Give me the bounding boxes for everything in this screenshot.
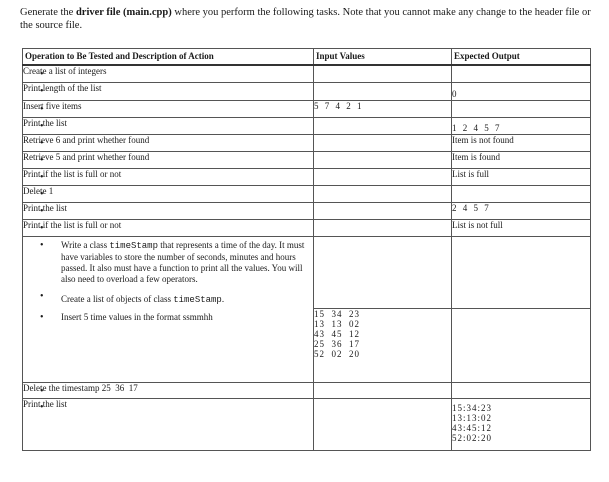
instructions-bold-file: driver file (main.cpp) <box>75 7 172 18</box>
operation-cell: • Print the list <box>23 202 314 219</box>
timestamp-input: 43 45 12 <box>314 329 360 339</box>
create-pre: Create a list of objects of class <box>61 293 174 304</box>
table-row <box>23 168 591 185</box>
class-desc-post: that represents a time of the day. It must have variables to store the number of seconds, minutes and hours passed. It also must have a function to print all the values. You will also need to overload a few operators. <box>61 239 305 284</box>
insert-timestamps-cell <box>23 309 314 383</box>
table-row <box>23 399 591 451</box>
table-row <box>23 202 591 219</box>
operation-cell: • Print if the list is full or not <box>23 168 314 185</box>
table-row <box>23 117 591 134</box>
operation-cell: • Print length of the list <box>23 82 314 100</box>
operation-cell: • Delete 1 <box>23 185 314 202</box>
input-cell <box>314 134 452 151</box>
input-cell <box>314 168 452 185</box>
input-cell: 5 7 4 2 1 <box>314 100 452 117</box>
output-cell <box>452 100 591 117</box>
output-cell: Item is not found <box>452 134 591 151</box>
output-cell <box>452 236 591 309</box>
timestamp-output: 15:34:23 <box>452 403 493 413</box>
input-cell <box>314 219 452 236</box>
operation-cell: • Retrieve 5 and print whether found <box>23 151 314 168</box>
input-cell <box>314 117 452 134</box>
class-description <box>23 237 313 288</box>
instructions-rest: where you perform the following tasks. Note that you cannot make any change to the header file or the source file. <box>20 7 591 31</box>
instructions-lead: Generate the <box>20 7 76 18</box>
operation-cell: • Insert five items <box>23 100 314 117</box>
timestamp-inputs-cell <box>314 309 452 383</box>
class-desc-pre: Write a class <box>61 239 110 250</box>
timestamp-input: 25 36 17 <box>314 339 360 349</box>
input-cell <box>314 65 452 82</box>
insert-timestamps-item: • Insert 5 time values in the format ssmmhh <box>23 309 313 326</box>
table-row <box>23 134 591 151</box>
timestamp-input: 52 02 20 <box>314 349 360 359</box>
header-input: Input Values <box>314 49 452 66</box>
output-cell <box>452 185 591 202</box>
table-row <box>23 151 591 168</box>
operation-cell: • Create a list of integers <box>23 65 314 82</box>
operation-cell: • Print if the list is full or not <box>23 219 314 236</box>
table-row <box>23 219 591 236</box>
input-cell <box>314 82 452 100</box>
timestamp-output: 13:13:02 <box>452 413 493 423</box>
output-cell <box>452 383 591 399</box>
table-row <box>23 82 591 100</box>
output-cell: 1 2 4 5 7 <box>452 117 591 134</box>
output-cell <box>452 65 591 82</box>
create-code: timeStamp <box>173 294 222 305</box>
input-cell <box>314 236 452 309</box>
timestamp-input: 15 34 23 <box>314 309 360 319</box>
output-cell: 2 4 5 7 <box>452 202 591 219</box>
timestamp-output: 43:45:12 <box>452 423 493 433</box>
input-cell <box>314 185 452 202</box>
table-row <box>23 309 591 383</box>
class-description-cell <box>23 236 314 309</box>
header-operation: Operation to Be Tested and Description of Action <box>23 49 314 66</box>
output-cell: List is not full <box>452 219 591 236</box>
input-cell <box>314 399 452 451</box>
class-desc-code: timeStamp <box>109 240 158 251</box>
timestamp-input: 13 13 02 <box>314 319 360 329</box>
table-header-row <box>23 49 591 66</box>
input-cell <box>314 383 452 399</box>
input-cell <box>314 151 452 168</box>
delete-timestamp-cell: • Delete the timestamp 25 36 17 <box>23 383 314 399</box>
print-timestamps-cell: • Print the list <box>23 399 314 451</box>
timestamp-outputs-cell <box>452 399 591 451</box>
table-row <box>23 185 591 202</box>
operation-cell: • Retrieve 6 and print whether found <box>23 134 314 151</box>
test-table <box>22 48 591 451</box>
instructions-paragraph <box>20 6 600 32</box>
create-objects-item <box>23 288 313 309</box>
output-cell <box>452 309 591 383</box>
table-row <box>23 65 591 82</box>
output-cell: 0 <box>452 82 591 100</box>
create-post: . <box>221 293 225 304</box>
header-output: Expected Output <box>452 49 591 66</box>
output-cell: Item is found <box>452 151 591 168</box>
operation-cell: • Print the list <box>23 117 314 134</box>
table-row <box>23 100 591 117</box>
timestamp-output: 52:02:20 <box>452 433 493 443</box>
table-row <box>23 383 591 399</box>
input-cell <box>314 202 452 219</box>
table-row <box>23 236 591 309</box>
output-cell: List is full <box>452 168 591 185</box>
